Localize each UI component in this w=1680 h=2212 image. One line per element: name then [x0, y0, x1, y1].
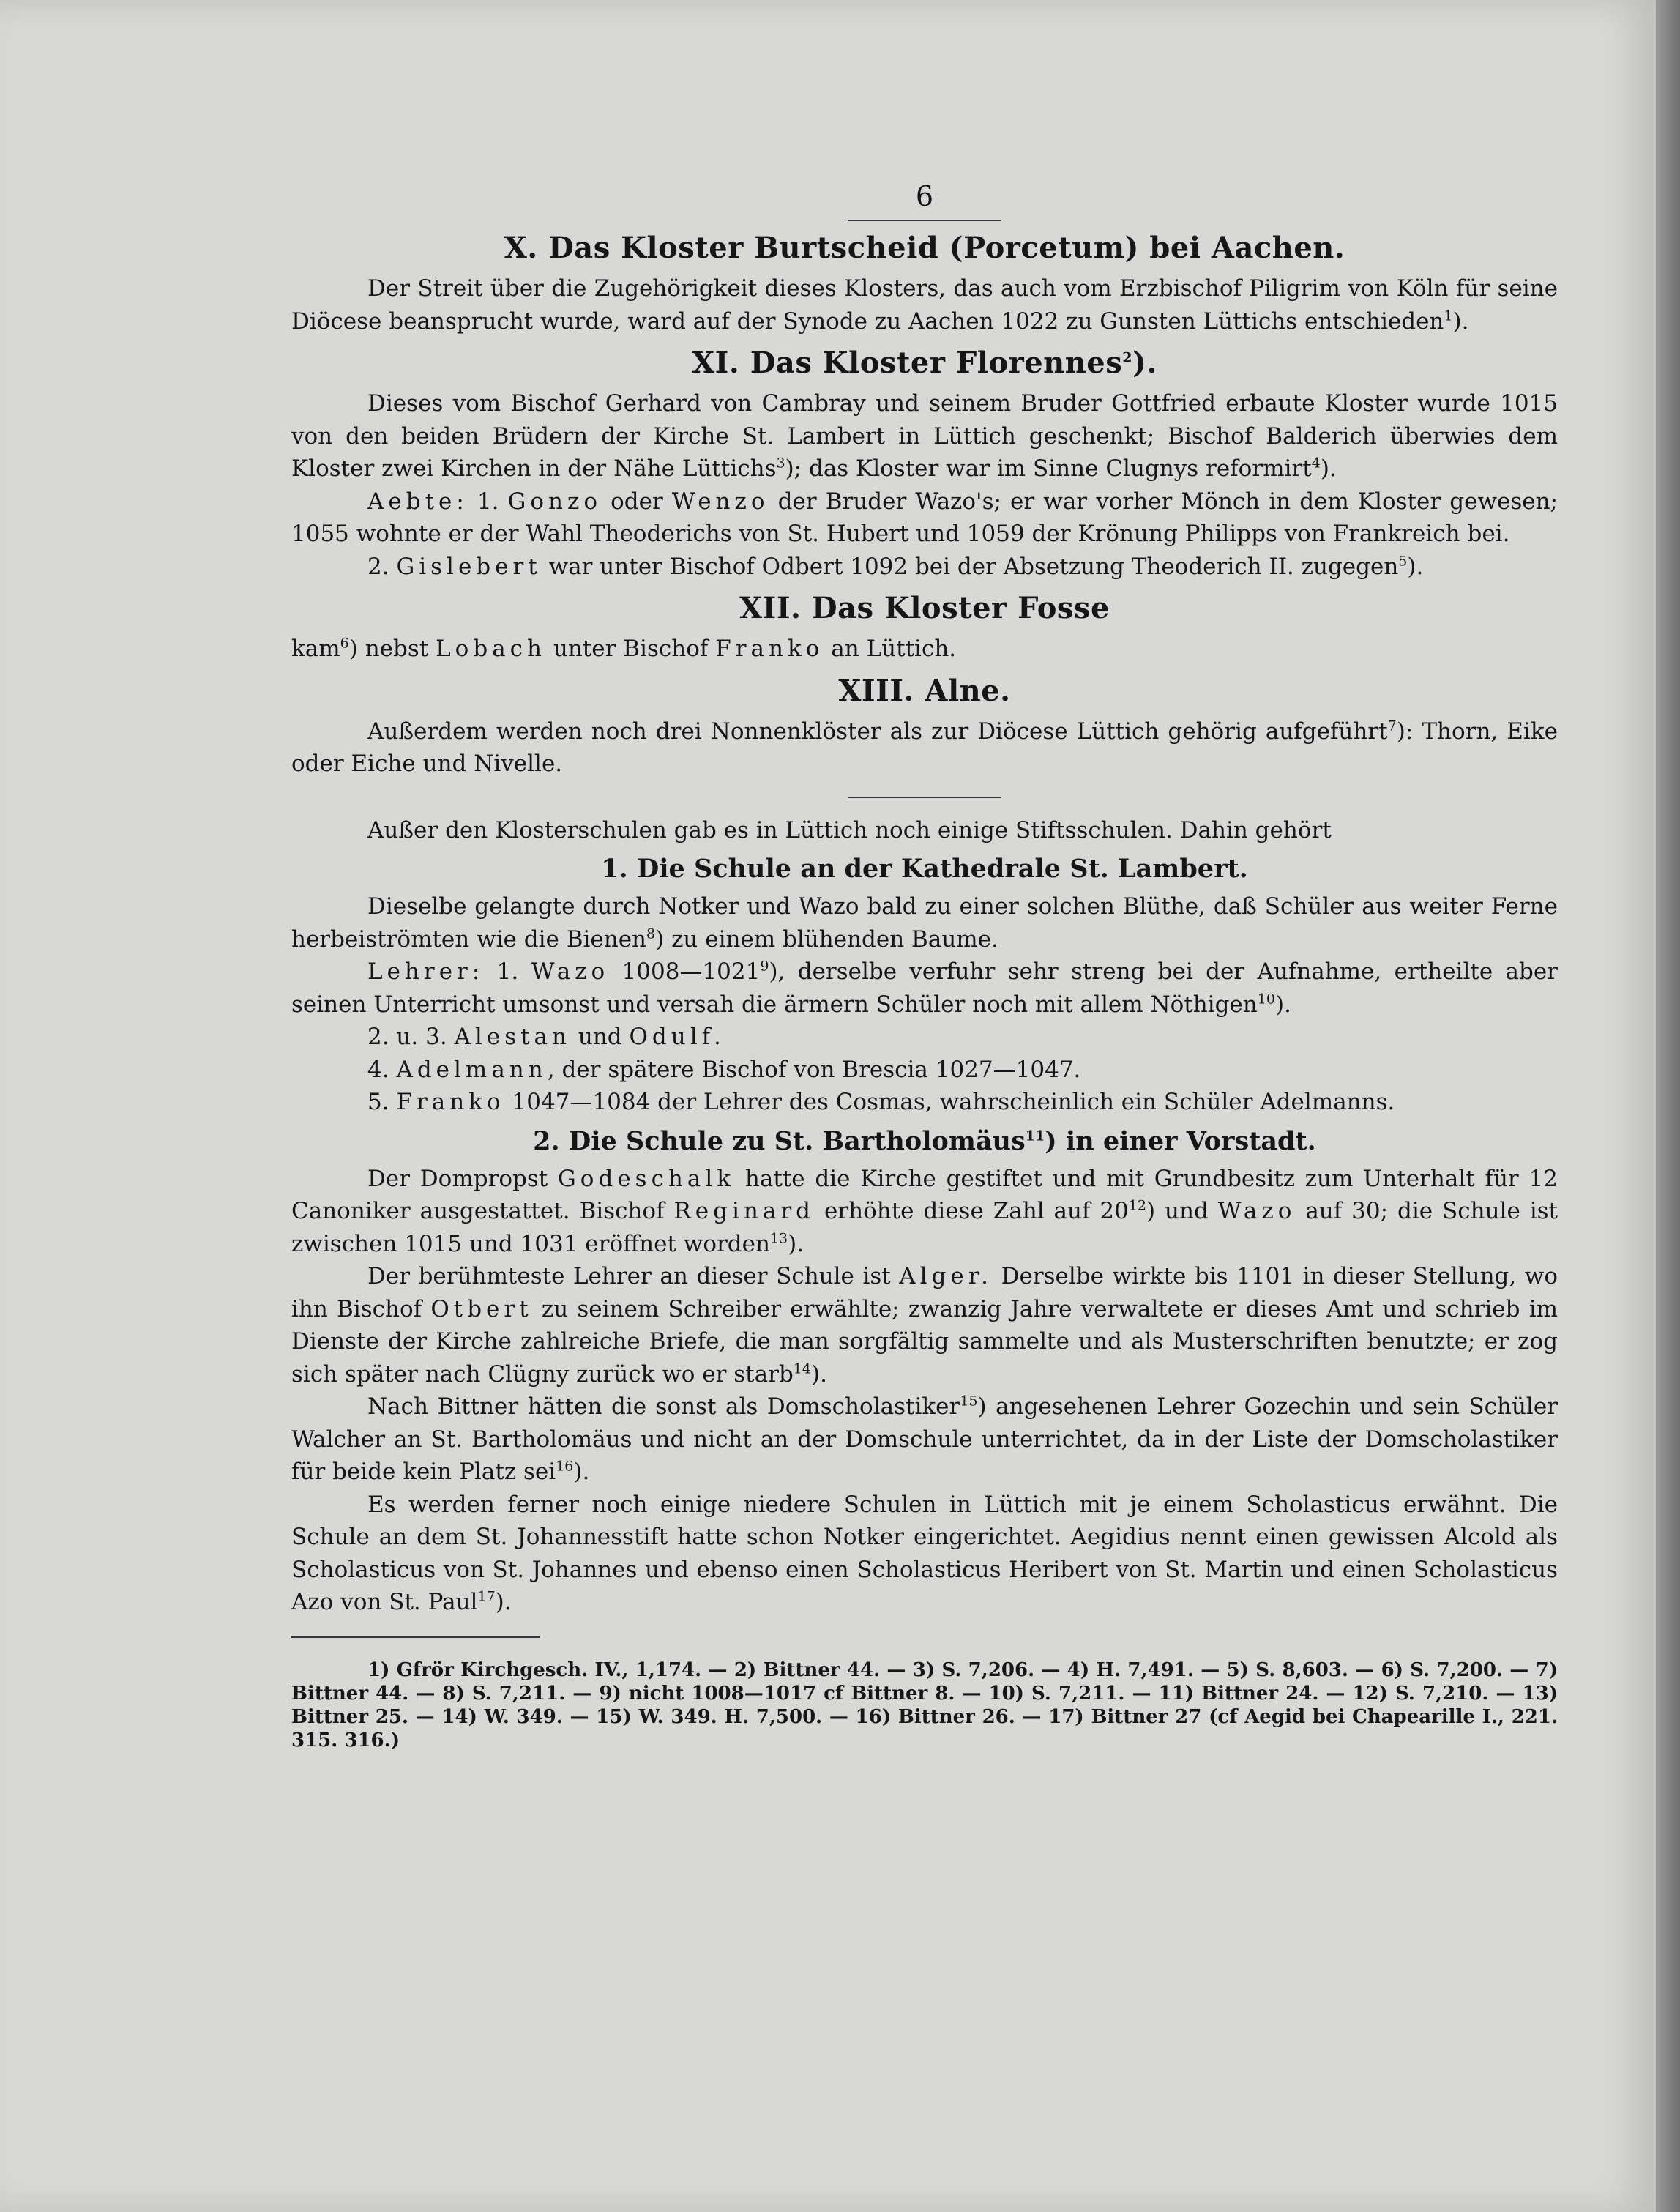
paragraph-xi-gislebert: 2. Gislebert war unter Bischof Odbert 1092 bei der Absetzung Theoderich II. zugegen$^5$). [367, 553, 1424, 580]
section-divider [848, 797, 1001, 798]
heading-xi: XI. Das Kloster Florennes$^2$). [692, 346, 1157, 380]
paragraph-xiii-1: Außerdem werden noch drei Nonnenklöster als zur Diöcese Lüttich gehörig aufgeführt$^7$): Thorn, Eike oder Eiche und Nivelle. [291, 718, 1558, 777]
paragraph-school-2-d: Es werden ferner noch einige niedere Schulen in Lüttich mit je einem Scholasticus erwähnt. Die Schule an dem St. Johannesstift hatte schon Notker eingerichtet. Aegidius nennt einen gewissen Alcold als Scholasticus von St. Johannes und ebenso einen Scholasticus Heribert von St. Martin und einen Scholasticus Azo von St. Paul$^{17}$). [291, 1491, 1558, 1615]
header-rule [848, 220, 1001, 221]
paragraph-xii-1: kam$^6$) nebst Lobach unter Bischof Franko an Lüttich. [291, 635, 957, 662]
footnote-text: 1) Gfrör Kirchgesch. IV., 1,174. — 2) Bittner 44. — 3) S. 7,206. — 4) H. 7,491. — 5) S. 8,603. — 6) S. 7,200. — 7) Bittner 44. — 8) S. 7,211. — 9) nicht 1008—1017 cf Bittner 8. — 10) S. 7,211. — 11) Bittner 24. — 12) S. 7,210. — 13) Bittner 25. — 14) W. 349. — 15) W. 349. H. 7,500. — 16) Bittner 26. — 17) Bittner 27 (cf Aegid bei Chapearille I., 221. 315. 316.) [291, 1658, 1558, 1751]
paragraph-school-2-a: Der Dompropst Godeschalk hatte die Kirche gestiftet und mit Grundbesitz zum Unterhalt für 12 Canoniker ausgestattet. Bischof Reginard erhöhte diese Zahl auf $20^{12}$) und Wazo auf 30; die Schule ist zwischen 1015 und 1031 eröffnet worden$^{13}$). [291, 1165, 1558, 1257]
page-number: 6 [915, 180, 934, 212]
heading-school-1: 1. Die Schule an der Kathedrale St. Lambert. [601, 854, 1248, 884]
paragraph-school-1-teachers: Lehrer: 1. Wazo 1008—1021$^9$), derselbe verfuhr sehr streng bei der Aufnahme, ertheilte aber seinen Unterricht umsonst und versah die ärmern Schüler noch mit allem Nöthigen$^{10}$). [291, 958, 1558, 1018]
footnotes [291, 1658, 1558, 1752]
paragraph-school-1-item-5: 5. Franko 1047—1084 der Lehrer des Cosmas, wahrscheinlich ein Schüler Adelmanns. [367, 1089, 1395, 1115]
heading-school-2: 2. Die Schule zu St. Bartholomäus$^{11}$) in einer Vorstadt. [533, 1125, 1316, 1156]
paragraph-school-1-item-4: 4. Adelmann, der spätere Bischof von Brescia 1027—1047. [367, 1056, 1081, 1083]
paragraph-intro: Außer den Klosterschulen gab es in Lüttich noch einige Stiftsschulen. Dahin gehört [367, 816, 1332, 844]
page-edge-shadow [1656, 0, 1680, 2212]
page-content [291, 176, 1558, 1752]
footnote-rule [291, 1636, 540, 1638]
paragraph-xi-abbots: Aebte: 1. Gonzo oder Wenzo der Bruder Wazo's; er war vorher Mönch in dem Kloster gewesen; 1055 wohnte er der Wahl Theoderichs von St. Hubert und 1059 der Krönung Philipps von Frankreich bei. [291, 488, 1558, 547]
paragraph-xi-1: Dieses vom Bischof Gerhard von Cambray und seinem Bruder Gottfried erbaute Kloster wurde 1015 von den beiden Brüdern der Kirche St. Lambert in Lüttich geschenkt; Bischof Balderich überwies dem Kloster zwei Kirchen in der Nähe Lüttichs$^3$); das Kloster war im Sinne Clugnys reformirt$^4$). [291, 390, 1558, 482]
paragraph-school-2-c: Nach Bittner hätten die sonst als Domscholastiker$^{15}$) angesehenen Lehrer Gozechin und sein Schüler Walcher an St. Bartholomäus und nicht an der Domschule unterrichtet, da in der Liste der Domscholastiker für beide kein Platz sei$^{16}$). [291, 1393, 1558, 1485]
paragraph-school-2-b: Der berühmteste Lehrer an dieser Schule ist Alger. Derselbe wirkte bis 1101 in dieser Stellung, wo ihn Bischof Otbert zu seinem Schreiber erwählte; zwanzig Jahre verwaltete er dieses Amt und schrieb im Dienste der Kirche zahlreiche Briefe, die man sorgfältig sammelte und als Musterschriften benutzte; er zog sich später nach Clügny zurück wo er starb$^{14}$). [291, 1263, 1558, 1388]
paragraph-x-1: Der Streit über die Zugehörigkeit dieses Klosters, das auch vom Erzbischof Piligrim von Köln für seine Diöcese beansprucht wurde, ward auf der Synode zu Aachen 1022 zu Gunsten Lüttichs entschieden$^1$). [291, 275, 1558, 335]
heading-xiii: XIII. Alne. [838, 673, 1011, 708]
paragraph-school-1-item-2-3: 2. u. 3. Alestan und Odulf. [367, 1024, 725, 1050]
paragraph-school-1-a: Dieselbe gelangte durch Notker und Wazo bald zu einer solchen Blüthe, daß Schüler aus weiter Ferne herbeiströmten wie die Bienen$^8$) zu einem blühenden Baume. [291, 893, 1558, 953]
heading-xii: XII. Das Kloster Fosse [739, 591, 1110, 625]
heading-x: X. Das Kloster Burtscheid (Porcetum) bei Aachen. [504, 231, 1345, 265]
